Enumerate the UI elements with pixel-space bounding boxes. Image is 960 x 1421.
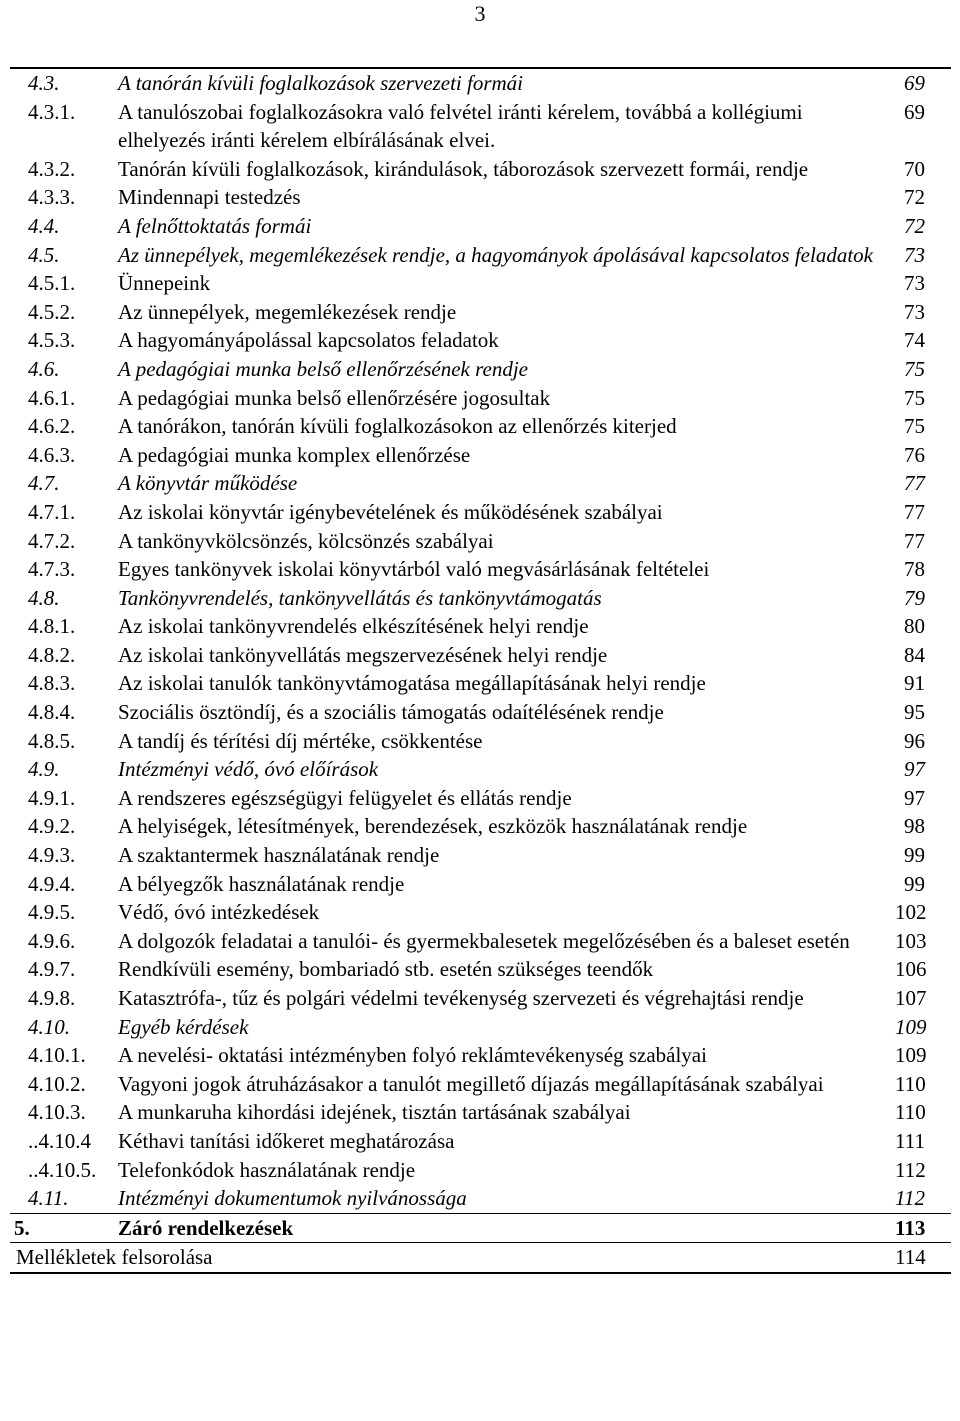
toc-entry-title: Kéthavi tanítási időkeret meghatározása bbox=[118, 1128, 455, 1153]
toc-row bbox=[10, 384, 951, 413]
toc-row bbox=[10, 441, 951, 470]
toc-entry-title: Egyes tankönyvek iskolai könyvtárból való megvásárlásának feltételei bbox=[118, 557, 710, 582]
toc-entry-title: A pedagógiai munka belső ellenőrzésének rendje bbox=[118, 356, 528, 381]
toc-entry-title: Védő, óvó intézkedések bbox=[118, 900, 320, 925]
toc-entry-page: 114 bbox=[895, 1245, 926, 1270]
toc-entry-number: 4.8.4. bbox=[28, 700, 76, 725]
toc-entry-title: A tanórákon, tanórán kívüli foglalkozásokon az ellenőrzés kiterjed bbox=[118, 414, 677, 439]
toc-entry-number: 4.10. bbox=[28, 1014, 70, 1039]
toc-entry-number: 4.9.3. bbox=[28, 843, 76, 868]
toc-entry-number: 4.3.3. bbox=[28, 185, 76, 210]
toc-row bbox=[10, 1213, 951, 1243]
toc-entry-page: 103 bbox=[895, 928, 927, 953]
toc-entry-number: 4.7.3. bbox=[28, 557, 76, 582]
toc-row bbox=[10, 927, 951, 956]
toc-entry-page: 76 bbox=[904, 442, 925, 467]
toc-row bbox=[10, 269, 951, 298]
toc-entry-page: 77 bbox=[904, 499, 925, 524]
toc-row bbox=[10, 155, 951, 184]
toc-entry-page: 77 bbox=[904, 471, 925, 496]
toc-entry-page: 110 bbox=[895, 1100, 926, 1125]
toc-row bbox=[10, 612, 951, 641]
toc-entry-title: A rendszeres egészségügyi felügyelet és ellátás rendje bbox=[118, 785, 572, 810]
toc-row bbox=[10, 812, 951, 841]
toc-entry-number: 4.7.1. bbox=[28, 499, 76, 524]
toc-entry-page: 99 bbox=[904, 871, 925, 896]
toc-entry-page: 73 bbox=[904, 299, 925, 324]
toc-row bbox=[10, 1013, 951, 1042]
toc-entry-page: 107 bbox=[895, 986, 927, 1010]
toc-row bbox=[10, 841, 951, 870]
toc-row bbox=[10, 1242, 951, 1272]
toc-entry-number: 4.8.3. bbox=[28, 671, 76, 696]
toc-entry-page: 72 bbox=[904, 185, 925, 210]
toc-entry-page: 72 bbox=[904, 213, 925, 238]
toc-entry-page: 109 bbox=[895, 1014, 927, 1039]
toc-entry-page: 111 bbox=[895, 1128, 925, 1153]
toc-entry-title: A bélyegzők használatának rendje bbox=[118, 871, 405, 896]
toc-entry-page: 97 bbox=[904, 785, 925, 810]
toc-entry-title: A dolgozók feladatai a tanulói- és gyermekbalesetek megelőzésében és a baleset esetén bbox=[118, 928, 850, 953]
toc-entry-number: 4.9. bbox=[28, 757, 60, 782]
toc-entry-page: 109 bbox=[895, 1043, 927, 1068]
toc-entry-title: Szociális ösztöndíj, és a szociális támogatás odaítélésének rendje bbox=[118, 700, 664, 725]
toc-row bbox=[10, 1184, 951, 1213]
toc-entry-title: Intézményi védő, óvó előírások bbox=[118, 757, 379, 782]
toc-entry-number: 4.6.3. bbox=[28, 442, 76, 467]
toc-entry-number: 4.9.1. bbox=[28, 785, 76, 810]
toc-row bbox=[10, 412, 951, 441]
toc-entry-title: A helyiségek, létesítmények, berendezések, eszközök használatának rendje bbox=[118, 814, 748, 839]
toc-entry-title: Tanórán kívüli foglalkozások, kirándulások, táborozások szervezett formái, rendje bbox=[118, 156, 809, 181]
toc-row bbox=[10, 1098, 951, 1127]
toc-entry-number: 4.9.4. bbox=[28, 871, 76, 896]
toc-entry-page: 99 bbox=[904, 843, 925, 868]
toc-entry-title: Mindennapi testedzés bbox=[118, 185, 301, 210]
toc-entry-page: 112 bbox=[895, 1157, 926, 1182]
toc-entry-title: A könyvtár működése bbox=[118, 471, 298, 496]
toc-row bbox=[10, 212, 951, 241]
toc-row bbox=[10, 98, 951, 155]
toc-entry-page: 97 bbox=[904, 757, 925, 782]
toc-entry-title: Az iskolai tankönyvellátás megszervezésének helyi rendje bbox=[118, 642, 608, 667]
toc-entry-title: A tankönyvkölcsönzés, kölcsönzés szabályai bbox=[118, 528, 494, 553]
toc-entry-number: 4.8.5. bbox=[28, 728, 76, 753]
toc-entry-title: A pedagógiai munka komplex ellenőrzése bbox=[118, 442, 471, 467]
toc-entry-number: 4.4. bbox=[28, 213, 60, 238]
toc-row bbox=[10, 1156, 951, 1185]
toc-entry-title: Telefonkódok használatának rendje bbox=[118, 1157, 416, 1182]
toc-entry-number: 4.9.5. bbox=[28, 900, 76, 925]
toc-entry-title: A szaktantermek használatának rendje bbox=[118, 843, 440, 868]
toc-row bbox=[10, 755, 951, 784]
toc-row bbox=[10, 984, 951, 1013]
toc-entry-page: 78 bbox=[904, 557, 925, 582]
toc-row bbox=[10, 727, 951, 756]
toc-entry-page: 69 bbox=[904, 99, 925, 124]
toc-entry-title: A tanórán kívüli foglalkozások szervezeti formái bbox=[118, 71, 523, 95]
toc-entry-page: 77 bbox=[904, 528, 925, 553]
toc-entry-page: 113 bbox=[895, 1215, 926, 1240]
toc-row bbox=[10, 1127, 951, 1156]
toc-entry-title: A hagyományápolással kapcsolatos feladatok bbox=[118, 328, 499, 353]
toc-entry-page: 110 bbox=[895, 1071, 926, 1096]
toc-entry-number: 4.5.2. bbox=[28, 299, 76, 324]
toc-entry-number: 4.5. bbox=[28, 242, 60, 267]
toc-entry-page: 73 bbox=[904, 242, 925, 267]
toc-entry-number: 4.11. bbox=[28, 1186, 69, 1211]
toc-entry-page: 96 bbox=[904, 728, 925, 753]
toc-row bbox=[10, 183, 951, 212]
toc-entry-page: 80 bbox=[904, 614, 925, 639]
toc-entry-number: 4.8. bbox=[28, 585, 60, 610]
toc-entry-page: 75 bbox=[904, 414, 925, 439]
toc-entry-number: 4.6.1. bbox=[28, 385, 76, 410]
toc-entry-number: ..4.10.5. bbox=[28, 1157, 97, 1182]
toc-entry-title: Az ünnepélyek, megemlékezések rendje, a hagyományok ápolásával kapcsolatos feladatok bbox=[118, 242, 873, 267]
toc-entry-title: Az iskolai tankönyvrendelés elkészítésének helyi rendje bbox=[118, 614, 589, 639]
toc-row bbox=[10, 1041, 951, 1070]
table-of-contents bbox=[10, 67, 951, 1274]
toc-entry-page: 98 bbox=[904, 814, 925, 839]
toc-entry-number: 5. bbox=[14, 1215, 30, 1240]
toc-row bbox=[10, 584, 951, 613]
toc-row bbox=[10, 527, 951, 556]
toc-row bbox=[10, 326, 951, 355]
toc-entry-page: 91 bbox=[904, 671, 925, 696]
toc-entry-number: 4.5.3. bbox=[28, 328, 76, 353]
toc-entry-title: Záró rendelkezések bbox=[118, 1215, 294, 1240]
toc-entry-title: A felnőttoktatás formái bbox=[118, 213, 312, 238]
toc-row bbox=[10, 641, 951, 670]
toc-entry-page: 79 bbox=[904, 585, 925, 610]
toc-entry-page: 73 bbox=[904, 271, 925, 296]
page-number: 3 bbox=[474, 1, 486, 26]
toc-entry-number: 4.6.2. bbox=[28, 414, 76, 439]
toc-entry-page: 75 bbox=[904, 356, 925, 381]
toc-entry-number: 4.9.8. bbox=[28, 986, 76, 1010]
toc-entry-title: A pedagógiai munka belső ellenőrzésére jogosultak bbox=[118, 385, 551, 410]
toc-row bbox=[10, 955, 951, 984]
toc-entry-number: 4.3.1. bbox=[28, 99, 76, 124]
toc-row bbox=[10, 555, 951, 584]
toc-entry-number: 4.9.2. bbox=[28, 814, 76, 839]
toc-entry-number: 4.9.7. bbox=[28, 957, 76, 982]
toc-entry-number: 4.5.1. bbox=[28, 271, 76, 296]
toc-entry-page: 112 bbox=[895, 1186, 925, 1211]
toc-row bbox=[10, 298, 951, 327]
toc-entry-title: Tankönyvrendelés, tankönyvellátás és tankönyvtámogatás bbox=[118, 585, 602, 610]
toc-entry-title: Az ünnepélyek, megemlékezések rendje bbox=[118, 299, 457, 324]
toc-row bbox=[10, 355, 951, 384]
toc-row bbox=[10, 469, 951, 498]
toc-entry-title: A tandíj és térítési díj mértéke, csökkentése bbox=[118, 728, 483, 753]
toc-entry-number: 4.10.3. bbox=[28, 1100, 86, 1125]
toc-entry-number: 4.6. bbox=[28, 356, 60, 381]
toc-row bbox=[10, 669, 951, 698]
toc-entry-number: 4.10.1. bbox=[28, 1043, 86, 1068]
toc-entry-title: A nevelési- oktatási intézményben folyó reklámtevékenység szabályai bbox=[118, 1043, 707, 1068]
toc-entry-number: 4.10.2. bbox=[28, 1071, 86, 1096]
toc-entry-title: Egyéb kérdések bbox=[118, 1014, 249, 1039]
toc-entry-number: 4.8.1. bbox=[28, 614, 76, 639]
toc-row bbox=[10, 784, 951, 813]
toc-row bbox=[10, 1070, 951, 1099]
toc-entry-page: 75 bbox=[904, 385, 925, 410]
toc-entry-title: A tanulószobai foglalkozásokra való felvétel iránti kérelem, továbbá a kollégiumi elhelyezés iránti kérelem elbírálásának elvei. bbox=[118, 99, 803, 153]
toc-row bbox=[10, 69, 951, 98]
toc-entry-page: 74 bbox=[904, 328, 925, 353]
toc-entry-page: 70 bbox=[904, 156, 925, 181]
toc-entry-page: 106 bbox=[895, 957, 927, 982]
toc-row bbox=[10, 698, 951, 727]
toc-entry-title: Vagyoni jogok átruházásakor a tanulót megillető díjazás megállapításának szabályai bbox=[118, 1071, 824, 1096]
toc-entry-number: 4.7.2. bbox=[28, 528, 76, 553]
toc-row bbox=[10, 870, 951, 899]
toc-entry-number: 4.3.2. bbox=[28, 156, 76, 181]
toc-entry-number: 4.3. bbox=[28, 71, 60, 95]
toc-entry-page: 69 bbox=[904, 71, 925, 95]
toc-entry-title: Katasztrófa-, tűz és polgári védelmi tevékenység szervezeti és végrehajtási rendje bbox=[118, 986, 804, 1010]
toc-entry-title: Az iskolai tanulók tankönyvtámogatása megállapításának helyi rendje bbox=[118, 671, 706, 696]
toc-entry-number: 4.8.2. bbox=[28, 642, 76, 667]
toc-row bbox=[10, 498, 951, 527]
toc-row bbox=[10, 241, 951, 270]
toc-entry-number: 4.7. bbox=[28, 471, 60, 496]
toc-entry-title: Intézményi dokumentumok nyilvánossága bbox=[118, 1186, 467, 1211]
toc-entry-page: 102 bbox=[895, 900, 927, 925]
toc-entry-title: A munkaruha kihordási idejének, tisztán tartásának szabályai bbox=[118, 1100, 631, 1125]
toc-entry-number: 4.9.6. bbox=[28, 928, 76, 953]
toc-entry-title: Az iskolai könyvtár igénybevételének és működésének szabályai bbox=[118, 499, 663, 524]
toc-row bbox=[10, 898, 951, 927]
toc-entry-number: Mellékletek felsorolása bbox=[16, 1245, 213, 1270]
toc-entry-page: 95 bbox=[904, 700, 925, 725]
toc-entry-title: Rendkívüli esemény, bombariadó stb. esetén szükséges teendők bbox=[118, 957, 654, 982]
toc-entry-number: ..4.10.4 bbox=[28, 1128, 91, 1153]
toc-entry-page: 84 bbox=[904, 642, 925, 667]
toc-entry-title: Ünnepeink bbox=[118, 271, 211, 296]
